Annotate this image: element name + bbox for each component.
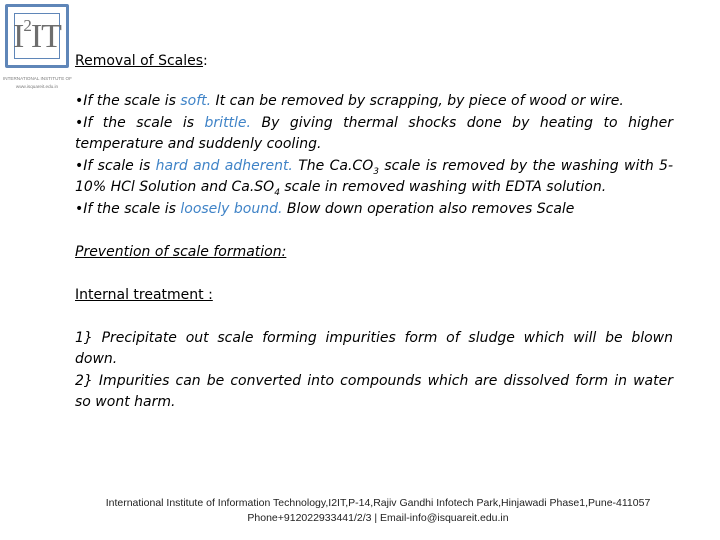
bullet-brittle-cont: temperature and suddenly cooling. bbox=[75, 136, 322, 152]
slide-content bbox=[75, 44, 673, 414]
slide-title: Removal of Scales: bbox=[75, 53, 208, 69]
bullet-list bbox=[75, 91, 673, 414]
logo-subtitle: INTERNATIONAL INSTITUTE OF bbox=[3, 76, 72, 81]
logo-website: www.isquareit.edu.in bbox=[15, 84, 59, 89]
point-1: 1} Precipitate out scale forming impurities form of sludge which will be blown bbox=[75, 329, 673, 346]
slide-footer bbox=[0, 496, 720, 526]
bullet-loose: •If the scale is loosely bound. Blow down operation also removes Scale bbox=[75, 200, 575, 217]
bullet-hard-cont: 10% HCl Solution and $Ca.SO_4$ scale in removed washing with EDTA solution. bbox=[75, 179, 607, 198]
logo-mark: $I^2IT$ bbox=[13, 16, 61, 55]
footer-address: International Institute of Information Technology,I2IT,P-14,Rajiv Gandhi Infotech Park,Hinjawadi Phase1,Pune-411057 bbox=[105, 497, 651, 509]
point-2: 2} Impurities can be converted into compounds which are dissolved form in water bbox=[75, 372, 673, 389]
spacer bbox=[75, 220, 673, 242]
footer-contact: Phone+912022933441/2/3 | Email-info@isquareit.edu.in bbox=[247, 512, 509, 524]
spacer bbox=[75, 306, 673, 328]
prevention-heading: Prevention of scale formation: bbox=[75, 243, 287, 260]
bullet-soft: •If the scale is soft. It can be removed by scrapping, by piece of wood or wire. bbox=[75, 93, 624, 109]
bullet-hard: •If scale is hard and adherent. The $Ca.CO_3$ scale is removed by the washing with 5- bbox=[75, 157, 674, 177]
internal-heading: Internal treatment : bbox=[75, 286, 213, 303]
spacer bbox=[75, 263, 673, 285]
bullet-brittle: •If the scale is brittle. By giving thermal shocks done by heating to higher bbox=[75, 114, 673, 131]
point-2-cont: so wont harm. bbox=[75, 394, 176, 410]
point-1-cont: down. bbox=[75, 351, 118, 367]
institute-logo bbox=[3, 2, 71, 94]
